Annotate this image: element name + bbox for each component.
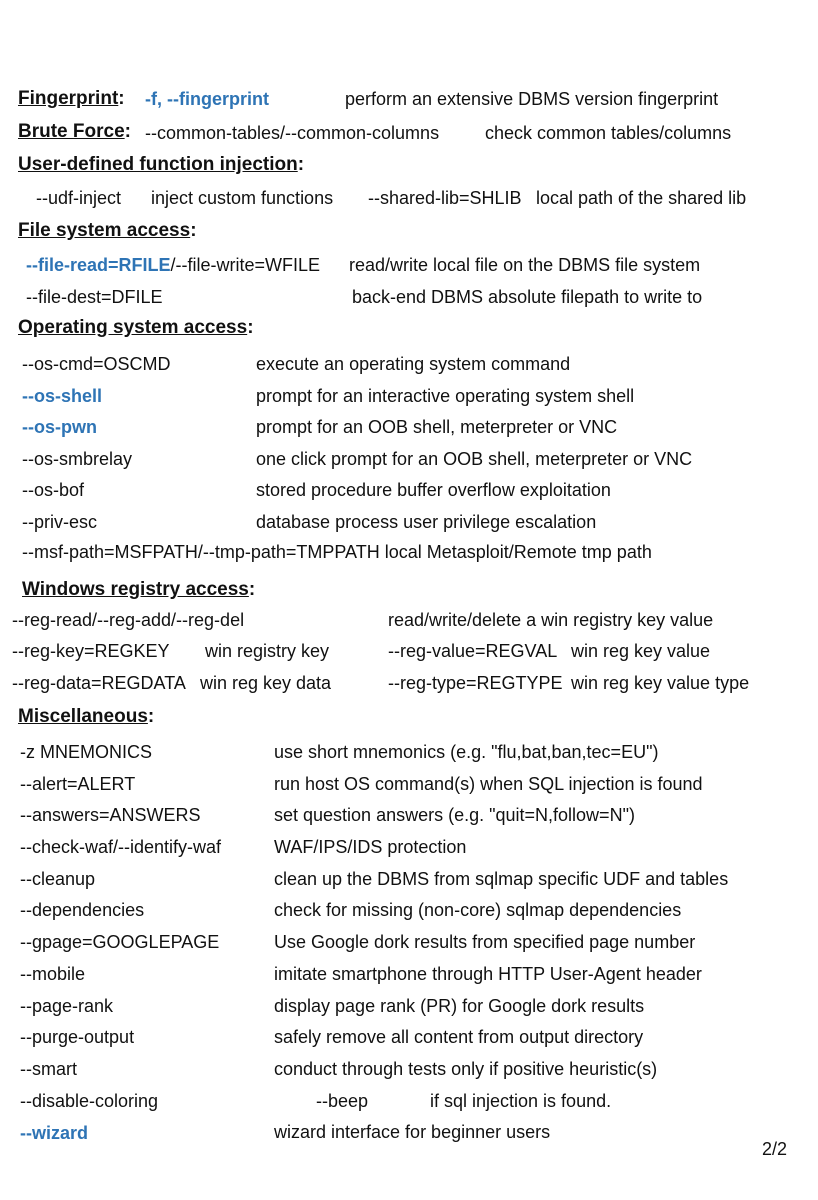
misc-desc: safely remove all content from output directory <box>274 1027 644 1047</box>
brute-force-flag: --common-tables/--common-columns <box>145 123 440 143</box>
misc-desc: Use Google dork results from specified page number <box>274 932 696 952</box>
wizard-flag: --wizard <box>20 1123 89 1143</box>
misc-desc: use short mnemonics (e.g. "flu,bat,ban,tec=EU") <box>274 742 659 762</box>
file-dest-desc: back-end DBMS absolute filepath to write to <box>352 287 703 307</box>
os-access-heading: Operating system access: <box>18 317 254 338</box>
os-desc: one click prompt for an OOB shell, meterpreter or VNC <box>256 449 693 469</box>
misc-heading: Miscellaneous: <box>18 706 155 727</box>
os-desc: prompt for an OOB shell, meterpreter or VNC <box>256 417 618 437</box>
udf-desc-2: local path of the shared lib <box>536 188 747 208</box>
misc-desc: imitate smartphone through HTTP User-Agent header <box>274 964 702 984</box>
misc-flag: --dependencies <box>20 900 145 920</box>
fingerprint-heading: Fingerprint: <box>18 88 125 109</box>
reg-desc: read/write/delete a win registry key value <box>388 610 714 630</box>
reg-desc: win reg key data <box>200 673 332 693</box>
os-flag: --os-bof <box>22 480 85 500</box>
os-desc: database process user privilege escalation <box>256 512 597 532</box>
misc-flag: --purge-output <box>20 1027 135 1047</box>
os-desc: execute an operating system command <box>256 354 571 374</box>
disable-coloring-flag: --disable-coloring <box>20 1091 159 1111</box>
misc-desc: check for missing (non-core) sqlmap dependencies <box>274 900 682 920</box>
udf-flag-1: --udf-inject <box>36 188 122 208</box>
file-read-write-flags <box>26 254 320 276</box>
reg-flag: --reg-type=REGTYPE <box>388 673 563 693</box>
beep-flag: --beep <box>316 1091 369 1111</box>
os-flag: --priv-esc <box>22 512 97 532</box>
misc-flag: --gpage=GOOGLEPAGE <box>20 932 220 952</box>
file-read-write-desc: read/write local file on the DBMS file system <box>349 255 701 275</box>
reg-flag: --reg-value=REGVAL <box>388 641 558 661</box>
os-flag: --os-cmd=OSCMD <box>22 354 171 374</box>
reg-desc: win registry key <box>205 641 330 661</box>
msf-path-line: --msf-path=MSFPATH/--tmp-path=TMPPATH local Metasploit/Remote tmp path <box>22 542 652 562</box>
misc-flag: --answers=ANSWERS <box>20 805 201 825</box>
fingerprint-desc: perform an extensive DBMS version fingerprint <box>345 89 719 109</box>
os-flag: --os-smbrelay <box>22 449 133 469</box>
fingerprint-flag: -f, --fingerprint <box>145 89 269 109</box>
misc-desc: clean up the DBMS from sqlmap specific UDF and tables <box>274 869 729 889</box>
misc-desc: set question answers (e.g. "quit=N,follow=N") <box>274 805 635 825</box>
brute-force-desc: check common tables/columns <box>485 123 732 143</box>
udf-desc-1: inject custom functions <box>151 188 334 208</box>
misc-flag: --cleanup <box>20 869 96 889</box>
file-dest-flag: --file-dest=DFILE <box>26 287 163 307</box>
registry-heading: Windows registry access: <box>22 579 256 600</box>
file-write-flag: /--file-write=WFILE <box>170 255 321 275</box>
misc-desc: display page rank (PR) for Google dork results <box>274 996 645 1016</box>
misc-desc: WAF/IPS/IDS protection <box>274 837 467 857</box>
reg-flag: --reg-data=REGDATA <box>12 673 186 693</box>
misc-flag: --check-waf/--identify-waf <box>20 837 222 857</box>
misc-flag: --page-rank <box>20 996 114 1016</box>
reg-desc: win reg key value type <box>571 673 750 693</box>
os-desc: stored procedure buffer overflow exploitation <box>256 480 611 500</box>
reg-desc: win reg key value <box>571 641 711 661</box>
misc-flag: --alert=ALERT <box>20 774 136 794</box>
udf-heading: User-defined function injection: <box>18 154 305 175</box>
udf-flag-2: --shared-lib=SHLIB <box>368 188 522 208</box>
misc-flag: --smart <box>20 1059 77 1079</box>
reg-flag: --reg-read/--reg-add/--reg-del <box>12 610 245 630</box>
misc-desc: conduct through tests only if positive heuristic(s) <box>274 1059 658 1079</box>
file-read-flag: --file-read=RFILE <box>26 255 171 275</box>
reg-flag: --reg-key=REGKEY <box>12 641 170 661</box>
page-number: 2/2 <box>762 1139 788 1159</box>
misc-flag: -z MNEMONICS <box>20 742 152 762</box>
os-flag: --os-pwn <box>22 417 97 437</box>
os-desc: prompt for an interactive operating system shell <box>256 386 635 406</box>
misc-desc: run host OS command(s) when SQL injection is found <box>274 774 703 794</box>
wizard-desc: wizard interface for beginner users <box>274 1122 551 1142</box>
misc-flag: --mobile <box>20 964 86 984</box>
file-system-heading: File system access: <box>18 220 197 241</box>
beep-desc: if sql injection is found. <box>430 1091 612 1111</box>
os-flag: --os-shell <box>22 386 103 406</box>
brute-force-heading: Brute Force: <box>18 121 131 142</box>
